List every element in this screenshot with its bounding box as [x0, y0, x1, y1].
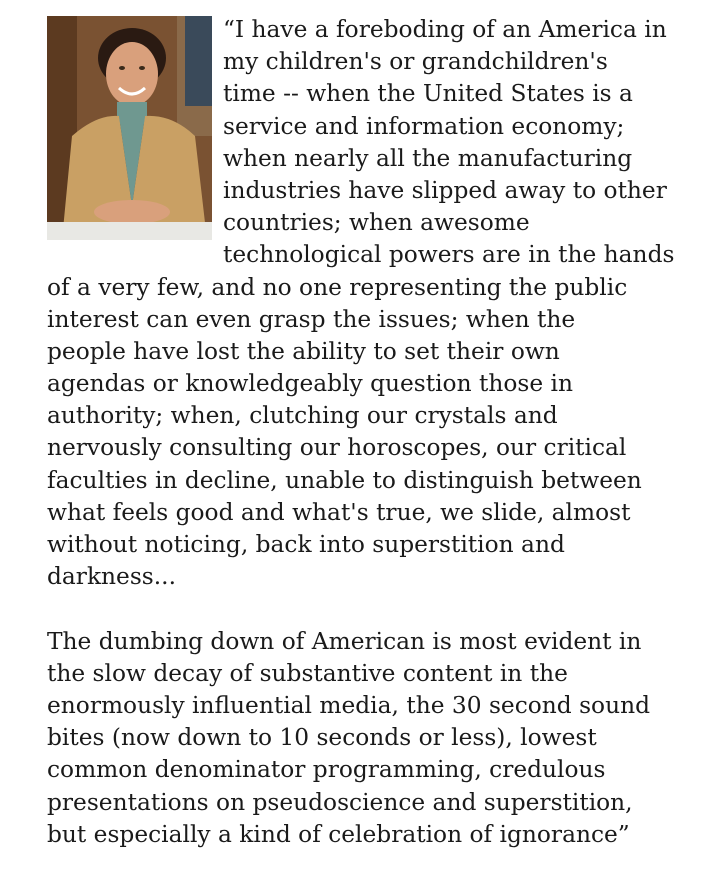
quote-line: countries; when awesome	[223, 209, 530, 237]
quote-text	[47, 14, 717, 851]
quote-line: when nearly all the manufacturing	[223, 144, 633, 172]
quote-line: without noticing, back into superstition and	[47, 531, 565, 558]
quote-line: my children's or grandchildren's	[223, 48, 608, 76]
quote-line: of a very few, and no one representing the public	[47, 273, 628, 301]
quote-line: faculties in decline, unable to distinguish between	[47, 466, 642, 494]
quote-line: common denominator programming, credulous	[47, 756, 606, 784]
quote-line: industries have slipped away to other	[223, 176, 667, 204]
quote-line: presentations on pseudoscience and superstition,	[47, 788, 633, 816]
quote-line: darkness...	[47, 563, 176, 591]
quote-line: enormously influential media, the 30 second sound	[47, 691, 650, 719]
quote-line: what feels good and what's true, we slide, almost	[47, 498, 631, 526]
quote-line: the slow decay of substantive content in the	[47, 659, 568, 687]
quote-line: time -- when the United States is a	[223, 80, 633, 108]
quote-line: “I have a foreboding of an America in	[223, 16, 667, 43]
paragraph-gap	[47, 593, 717, 625]
quote-line: The dumbing down of American is most evident in	[47, 627, 642, 655]
quote-line: authority; when, clutching our crystals and	[47, 402, 558, 430]
quote-line: agendas or knowledgeably question those in	[47, 370, 573, 398]
quote-line: interest can even grasp the issues; when the	[47, 305, 576, 333]
quote-line: technological powers are in the hands	[223, 241, 675, 269]
quote-line: service and information economy;	[223, 112, 625, 140]
quote-line: bites (now down to 10 seconds or less), lowest	[47, 724, 597, 752]
quote-line: nervously consulting our horoscopes, our critical	[47, 434, 627, 462]
quote-line: but especially a kind of celebration of ignorance”	[47, 820, 630, 848]
quote-line: people have lost the ability to set their own	[47, 337, 560, 365]
